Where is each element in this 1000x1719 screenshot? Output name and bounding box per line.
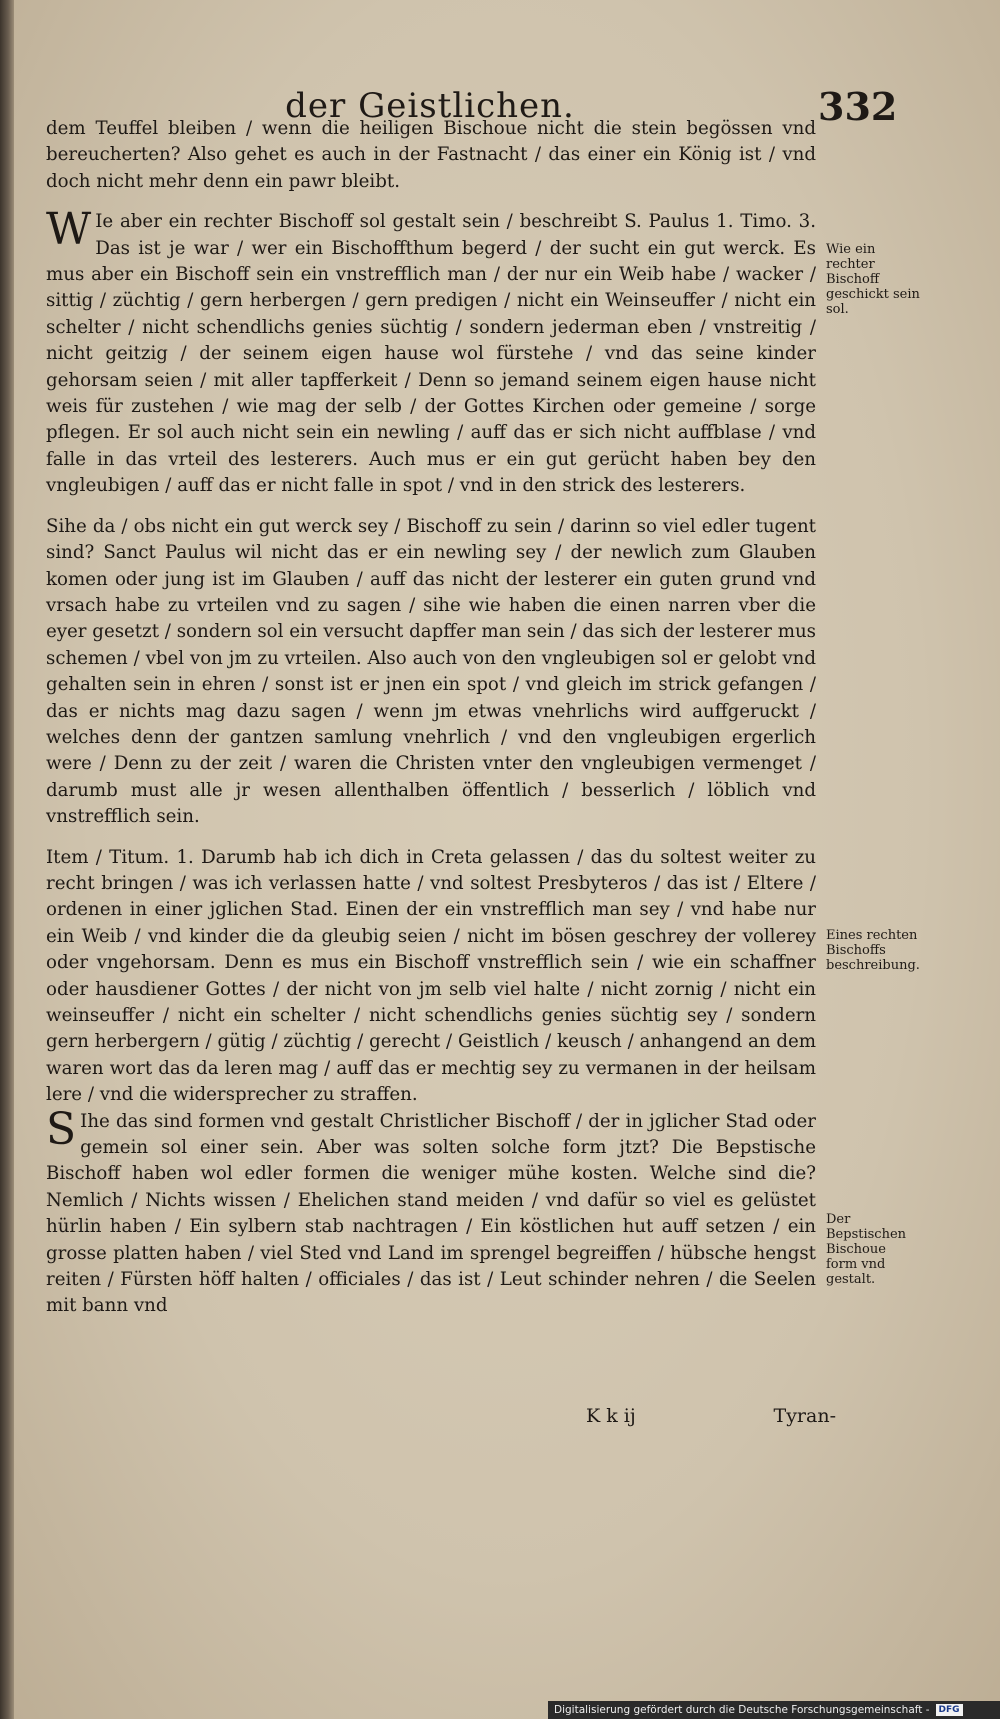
paragraph-1: dem Teuffel bleiben / wenn die heiligen Bischoue nicht die stein begössen vnd bereucherten? Also gehet es auch in der Fastnacht / das einer ein König ist / vnd doch nicht mehr denn ein pawr bleibt.: [46, 118, 816, 192]
catchword-line: [586, 1405, 836, 1427]
book-gutter: [0, 0, 14, 1719]
catchword: Tyran-: [773, 1405, 836, 1427]
dfg-logo-icon: DFG: [936, 1704, 963, 1716]
signature-mark: K k ij: [586, 1405, 636, 1427]
drop-cap-w: W: [46, 204, 92, 256]
paragraph-2-text: Ie aber ein rechter Bischoff sol gestalt sein / beschreibt S. Paulus 1. Timo. 3. Das ist je war / wer ein Bischoffthum begerd / der sucht ein gut werck. Es mus aber ein Bischoff sein ein vnstrefflich man / der nur ein Weib habe / wacker / sittig / züchtig / gern herbergen / gern predigen / nicht ein Weinseuffer / nicht ein schelter / nicht schendlichs genies süchtig / sondern jederman eben / vnstreitig / nicht geitzig / der seinem eigen hause wol fürstehe / vnd das seine kinder gehorsam seien / mit aller tapfferkeit / Denn so jemand seinem eigen hause nicht weis für zustehen / wie mag der selb / der Gottes Kirchen oder gemeine / sorge pflegen. Er sol auch nicht sein ein newling / auff das er sich nicht auffblase / vnd falle in das vrteil des lesterers. Auch mus er ein gut gerücht haben bey den vngleubigen / auff das er nicht falle in spot / vnd in den strick des lesterers.: [46, 211, 816, 497]
digitization-footer: [548, 1701, 1000, 1719]
running-head: der Geistlichen.: [285, 86, 575, 126]
paragraph-3: Sihe da / obs nicht ein gut werck sey / Bischoff zu sein / darinn so viel edler tugent sind? Sanct Paulus wil nicht das er ein newling sey / der newlich zum Glauben komen oder jung ist im Glauben / auff das nicht der lesterer ein guten grund vnd vrsach habe zu vrteilen vnd zu sagen / sihe wie haben die einen narren vber die eyer gesetzt / sondern sol ein versucht dapffer man sein / das sich der lesterer mus schemen / vbel von jm zu vrteilen. Also auch von den vngleubigen sol er gelobt vnd gehalten sein in ehren / sonst ist er jnen ein spot / vnd gleich im strick gefangen / das er nichts mag dazu sagen / wenn jm etwas vnehrlichs wird auffgeruckt / welches denn der gantzen samlung vnehrlich / vnd den vngleubigen ergerlich were / Denn zu der zeit / waren die Christen vnter den vngleubigen vermenget / darumb must alle jr wesen allenthalben öffentlich / besserlich / löblich vnd vnstrefflich sein.: [46, 515, 816, 828]
paragraph-4: Item / Titum. 1. Darumb hab ich dich in Creta gelassen / das du soltest weiter zu recht bringen / was ich verlassen hatte / vnd soltest Presbyteros / das ist / Eltere / ordenen in einer jglichen Stad. Einen der ein vnstrefflich man sey / vnd habe nur ein Weib / vnd kinder die da gleubig seien / nicht im bösen geschrey der vollerey oder vngehorsam. Denn es mus ein Bischoff vnstrefflich sein / wie ein schaffner oder hausdiener Gottes / der nicht von jm selb viel halte / nicht zornig / nicht ein weinseuffer / nicht ein schelter / nicht schendlichs genies süchtig sey / sondern gern herbergern / gütig / züchtig / gerecht / Geistlich / keusch / anhangend an dem waren wort das da leren mag / auff das er mechtig sey zu vermanen in der heilsam lere / vnd die widersprecher zu straffen.: [46, 846, 816, 1106]
page-number: 332: [818, 84, 898, 129]
paragraph-5: [46, 1103, 816, 1320]
drop-cap-s: S: [46, 1103, 77, 1155]
margin-note-3: Der Bepstischen Bischoue form vnd gestalt.: [826, 1212, 907, 1287]
margin-note-1: Wie ein rechter Bischoff geschickt sein sol.: [826, 242, 920, 317]
main-text: [46, 116, 816, 1320]
margin-note-2: Eines rechten Bischoffs beschreibung.: [826, 928, 920, 973]
paragraph-5-text: Ihe das sind formen vnd gestalt Christlicher Bischoff / der in jglicher Stad oder gemein sol einer sein. Aber was solten solche form jtzt? Die Bepstische Bischoff haben wol edler formen die weniger mühe kosten. Welche sind die? Nemlich / Nichts wissen / Ehelichen stand meiden / vnd dafür so viel es gelüstet hürlin haben / Ein sylbern stab nachtragen / Ein köstlichen hut auff setzen / ein grosse platten haben / viel Sted vnd Land im sprengel begreiffen / hübsche hengst reiten / Fürsten höff halten / officiales / das ist / Leut schinder nehren / die Seelen mit bann vnd: [46, 1110, 816, 1317]
paragraph-2: [46, 204, 816, 499]
footer-credit: Digitalisierung gefördert durch die Deutsche Forschungsgemeinschaft -: [554, 1704, 930, 1716]
